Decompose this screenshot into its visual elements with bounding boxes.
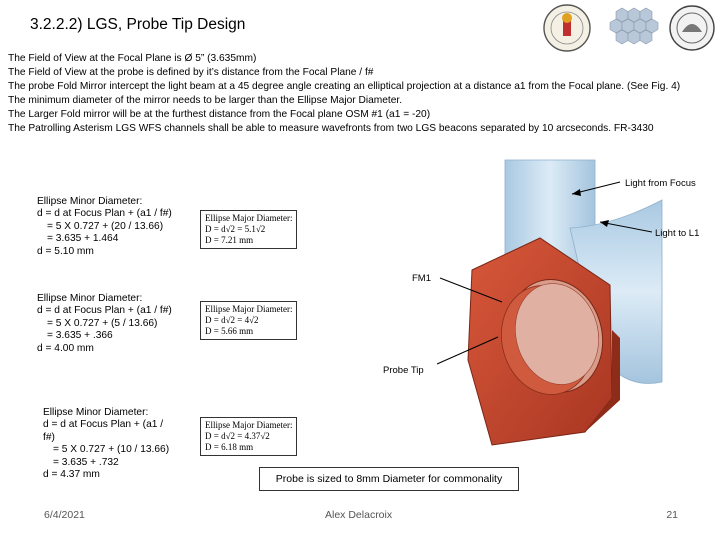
calc-line: d = 4.00 mm	[37, 342, 94, 354]
calc-line: = 3.635 + .366	[47, 330, 113, 342]
calc-line: d = 4.37 mm	[43, 469, 100, 481]
major-line: D = d√2 = 4√2	[205, 315, 259, 325]
calc-line: Ellipse Minor Diameter:	[37, 293, 143, 304]
intro-line: The Field of View at the probe is defined by it’s distance from the Focal Plane / f#	[8, 67, 374, 78]
page-number: 21	[666, 509, 678, 521]
major-line: D = 5.66 mm	[205, 326, 254, 336]
label-fm1: FM1	[412, 273, 431, 284]
calc-line: Ellipse Minor Diameter:	[43, 407, 149, 418]
label-light-from-focus: Light from Focus	[625, 178, 696, 189]
calc-line: Ellipse Minor Diameter:	[37, 196, 143, 207]
sizing-note: Probe is sized to 8mm Diameter for commonality	[259, 467, 519, 491]
major-line: D = d√2 = 5.1√2	[205, 224, 266, 234]
label-light-to-l1: Light to L1	[655, 228, 700, 239]
calc-line: d = d at Focus Plan + (a1 / f#)	[37, 208, 172, 220]
calc-line: d = d at Focus Plan + (a1 /	[43, 419, 164, 431]
major-line: D = 7.21 mm	[205, 235, 254, 245]
major-line: D = 6.18 mm	[205, 442, 254, 452]
calc-line: = 5 X 0.727 + (10 / 13.66)	[53, 444, 170, 456]
intro-line: The Patrolling Asterism LGS WFS channels shall be able to measure wavefronts from two LGS beacons separated by 10 arcseconds. FR-3430	[8, 123, 654, 134]
minor-diameter-calc-1	[37, 196, 172, 258]
calc-line: = 5 X 0.727 + (5 / 13.66)	[47, 317, 158, 329]
footer-date: 6/4/2021	[44, 509, 85, 521]
label-probe-tip: Probe Tip	[383, 365, 424, 376]
intro-line: The Larger Fold mirror will be at the furthest distance from the Focal plane OSM #1 (a1 = -20)	[8, 109, 431, 120]
major-diameter-box-3	[200, 417, 297, 456]
calc-line: = 5 X 0.727 + (20 / 13.66)	[47, 220, 164, 232]
minor-diameter-calc-3	[43, 407, 169, 481]
major-diameter-box-2	[200, 301, 297, 340]
major-line: D = d√2 = 4.37√2	[205, 431, 270, 441]
major-diameter-box-1	[200, 210, 297, 249]
footer-author: Alex Delacroix	[325, 509, 393, 521]
calc-line: d = 5.10 mm	[37, 245, 94, 257]
calc-line: f#)	[43, 431, 55, 443]
intro-line: The probe Fold Mirror intercept the light beam at a 45 degree angle creating an elliptical projection at a distance a1 from the Focal plane. (See Fig. 4)	[8, 81, 681, 92]
major-line: Ellipse Major Diameter:	[205, 420, 293, 430]
minor-diameter-calc-2	[37, 293, 172, 355]
major-line: Ellipse Major Diameter:	[205, 304, 293, 314]
major-line: Ellipse Major Diameter:	[205, 213, 293, 223]
slide-title: 3.2.2.2) LGS, Probe Tip Design	[30, 16, 246, 33]
intro-line: The minimum diameter of the mirror needs to be larger than the Ellipse Major Diameter.	[8, 95, 403, 106]
calc-line: d = d at Focus Plan + (a1 / f#)	[37, 305, 172, 317]
intro-line: The Field of View at the Focal Plane is Ø 5” (3.635mm)	[8, 53, 257, 64]
calc-line: = 3.635 + 1.464	[47, 233, 119, 245]
calc-line: = 3.635 + .732	[53, 456, 119, 468]
